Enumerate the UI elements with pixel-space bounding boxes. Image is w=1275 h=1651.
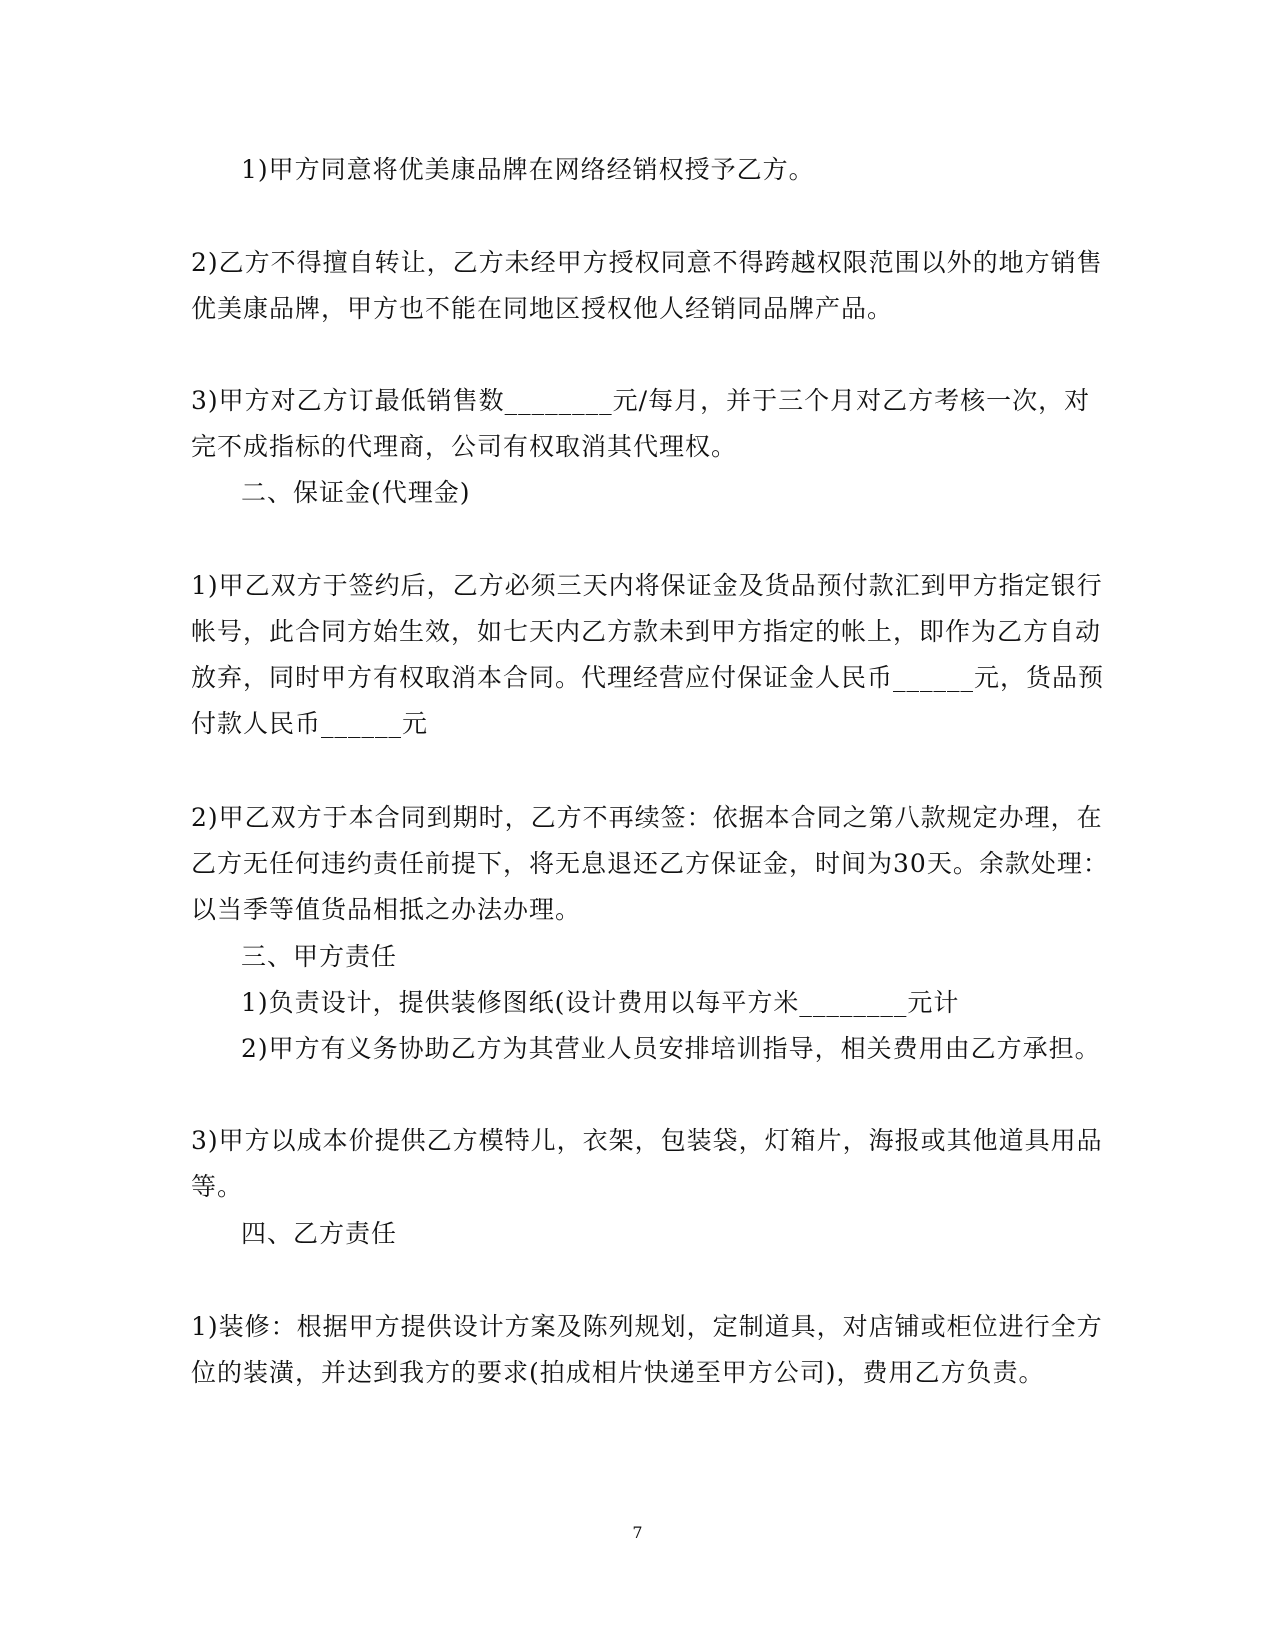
text-line: 位的装潢，并达到我方的要求(拍成相片快递至甲方公司)，费用乙方负责。 [191,1358,1045,1387]
clause-b-1 [191,563,1105,747]
text-line: 2)甲方有义务协助乙方为其营业人员安排培训指导，相关费用由乙方承担。 [241,1034,1101,1063]
text-line: 3)甲方以成本价提供乙方模特儿，衣架，包装袋，灯箱片，海报或其他道具用品 [191,1126,1103,1155]
text-line: 付款人民币______元 [191,709,429,738]
text-line: 3)甲方对乙方订最低销售数________元/每月，并于三个月对乙方考核一次，对 [191,386,1091,415]
text-line: 1)甲方同意将优美康品牌在网络经销权授予乙方。 [241,155,815,184]
section-heading-party-a [241,934,1121,980]
section-heading-party-b [241,1211,1121,1257]
clause-c-1 [241,980,1121,1026]
text-line: 二、保证金(代理金) [241,478,471,507]
page-number: 7 [632,1523,643,1542]
text-line: 完不成指标的代理商，公司有权取消其代理权。 [191,432,738,461]
text-line: 2)甲乙双方于本合同到期时，乙方不再续签：依据本合同之第八款规定办理，在 [191,803,1103,832]
clause-c-2 [241,1026,1121,1072]
text-line: 三、甲方责任 [241,942,398,971]
clause-d-1 [191,1304,1103,1396]
text-line: 优美康品牌，甲方也不能在同地区授权他人经销同品牌产品。 [191,294,894,323]
text-line: 帐号，此合同方始生效，如七天内乙方款未到甲方指定的帐上，即作为乙方自动 [191,617,1102,646]
clause-a-2 [191,240,1103,332]
text-line: 乙方无任何违约责任前提下，将无息退还乙方保证金，时间为30天。余款处理： [191,849,1109,878]
clause-a-1 [241,147,1121,193]
text-line: 1)装修：根据甲方提供设计方案及陈列规划，定制道具，对店铺或柜位进行全方 [191,1312,1103,1341]
text-line: 1)甲乙双方于签约后，乙方必须三天内将保证金及货品预付款汇到甲方指定银行 [191,571,1103,600]
text-line: 2)乙方不得擅自转让，乙方未经甲方授权同意不得跨越权限范围以外的地方销售 [191,248,1103,277]
clause-a-3 [191,378,1091,470]
text-line: 以当季等值货品相抵之办法办理。 [191,895,582,924]
text-line: 1)负责设计，提供装修图纸(设计费用以每平方米________元计 [241,988,960,1017]
clause-c-3 [191,1118,1103,1210]
text-line: 等。 [191,1172,244,1201]
clause-b-2 [191,795,1109,933]
text-line: 放弃，同时甲方有权取消本合同。代理经营应付保证金人民币______元，货品预 [191,663,1105,692]
text-line: 四、乙方责任 [241,1219,398,1248]
section-heading-deposit [241,470,1121,516]
